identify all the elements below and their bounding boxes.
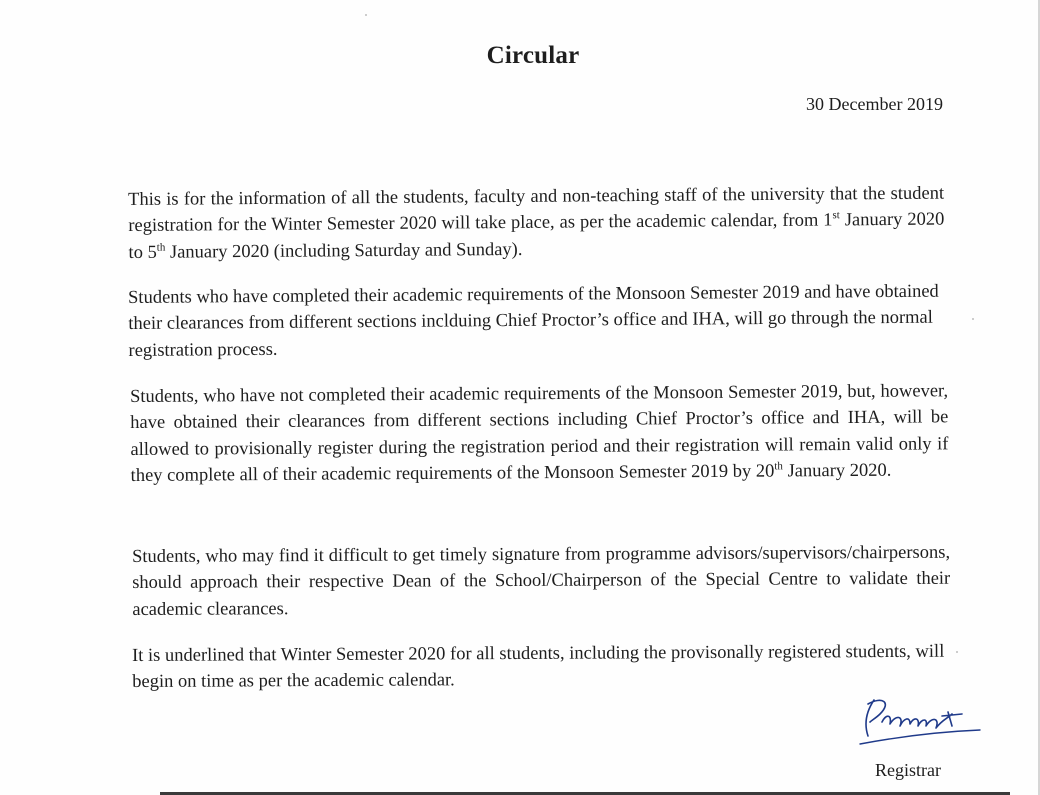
paragraph-semester-start: It is underlined that Winter Semester 2020 for all students, including the provisonally registered students, will begin on time as per the academic calendar. [132,641,945,693]
paragraph-signature-difficulty: Students, who may find it difficult to get timely signature from programme advisors/supervisors/chairpersons, should approach their respective Dean of the School/Chairperson of the Special Centre to validate their academic clearances. [132,542,951,620]
paragraph-text: January 2020 to 5 [128,209,945,263]
paragraph-provisional-registration [130,378,949,489]
signature-stroke [866,700,962,736]
scan-speck [956,651,958,653]
ordinal-suffix: st [832,209,840,222]
ordinal-suffix: th [774,460,783,473]
paragraph-text: January 2020. [782,460,892,482]
signature-underline [860,730,980,744]
handwritten-signature [852,692,984,750]
signatory-designation: Registrar [875,760,941,780]
circular-date: 30 December 2019 [806,94,943,114]
paragraph-registration-dates [128,181,945,266]
scan-speck [365,14,367,16]
paragraph-text: January 2020 (including Saturday and Sunday). [165,239,523,263]
paragraph-normal-registration: Students who have completed their academic requirements of the Monsoon Semester 2019 and have obtained their clearances from different sections inclduing Chief Proctor’s office and IHA, will go through the normal registration process. [128,281,939,361]
scan-speck [972,318,974,320]
paragraph-text: Students, who have not completed their academic requirements of the Monsoon Semester 2019, but, however, have obtained their clearances from different sections including Chief Proctor’s office and IHA, will be allowed to provisionally register during the registration period and their registration will remain valid only if they complete all of their academic requirements of the Monsoon Semester 2019 by 20 [130,381,949,486]
circular-title: Circular [486,42,580,69]
paragraph-text: This is for the information of all the students, faculty and non-teaching staff of the university that the student registration for the Winter Semester 2020 will take place, as per the academic calendar, from 1 [128,183,945,237]
ordinal-suffix: th [156,241,166,254]
